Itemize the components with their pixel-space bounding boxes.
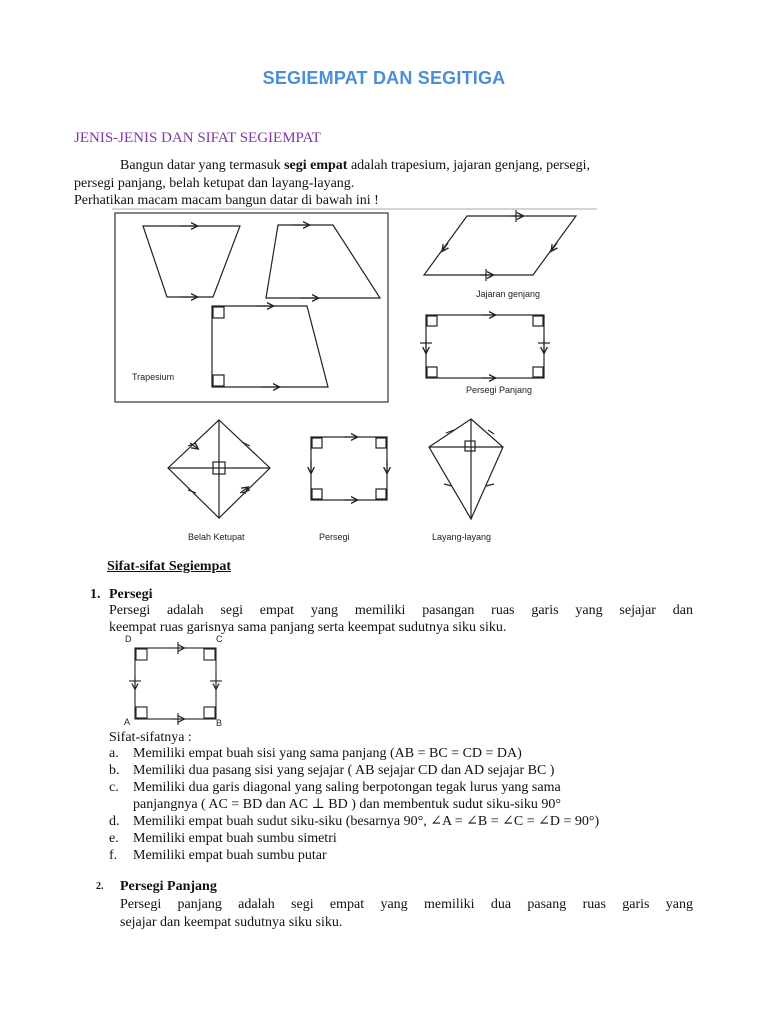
prop-text: Memiliki empat buah sumbu simetri (133, 831, 337, 846)
item-1-number: 1. (90, 587, 101, 602)
label-jajaran-genjang: Jajaran genjang (476, 289, 541, 299)
intro-text-b: adalah trapesium, jajaran genjang, persegi, (347, 158, 591, 173)
prop-text: Memiliki empat buah sudut siku-siku (besarnya 90°, ∠A = ∠B = ∠C = ∠D = 90°) (133, 814, 600, 829)
trapezoid-2 (266, 225, 380, 298)
page-title: SEGIEMPAT DAN SEGITIGA (262, 68, 506, 88)
item-2-heading: Persegi Panjang (120, 879, 217, 894)
label-persegi-panjang: Persegi Panjang (466, 385, 533, 395)
prop-text: Memiliki empat buah sisi yang sama panjang (AB = BC = CD = DA) (133, 746, 522, 761)
vertex-d-label: D (125, 634, 132, 644)
prop-row (109, 796, 599, 813)
prop-row (109, 779, 599, 796)
label-belah-ketupat: Belah Ketupat (188, 532, 245, 542)
intro-line-2: persegi panjang, belah ketupat dan layang-layang. (74, 176, 355, 191)
vertex-b-label: B (216, 718, 223, 728)
square-abcd-figure (118, 633, 228, 728)
prop-row (109, 847, 599, 864)
prop-letter: f. (109, 848, 118, 863)
props-intro: Sifat-sifatnya : (109, 730, 192, 745)
vertex-a-label: A (124, 717, 131, 727)
intro-text-a: Bangun datar yang termasuk (120, 158, 285, 173)
prop-row (109, 830, 599, 847)
props-list (109, 745, 599, 864)
label-layang-layang: Layang-layang (432, 532, 492, 542)
prop-text: Memiliki empat buah sumbu putar (133, 848, 327, 863)
prop-row (109, 813, 599, 830)
item-2-number: 2. (96, 881, 104, 892)
intro-bold-term: segi empat (284, 158, 348, 173)
label-persegi: Persegi (319, 532, 350, 542)
label-trapesium: Trapesium (132, 372, 175, 382)
kite (429, 419, 503, 519)
intro-line-3: Perhatikan macam macam bangun datar di bawah ini ! (74, 193, 379, 208)
prop-text: Memiliki dua garis diagonal yang saling berpotongan tegak lurus yang sama (133, 780, 561, 795)
prop-text: Memiliki dua pasang sisi yang sejajar ( AB sejajar CD dan AD sejajar BC ) (133, 763, 555, 778)
prop-letter: d. (109, 814, 120, 829)
prop-row (109, 762, 599, 779)
persegi-panjang-desc-line-1: Persegi panjang adalah segi empat yang memiliki dua pasang ruas garis yang (120, 897, 693, 912)
trapezoid-1 (143, 226, 240, 297)
prop-text: panjangnya ( AC = BD dan AC ⊥ BD ) dan membentuk sudut siku-siku 90° (133, 797, 561, 812)
sifat-heading: Sifat-sifat Segiempat (107, 559, 232, 574)
item-1-heading: Persegi (109, 587, 153, 602)
prop-letter: c. (109, 780, 119, 795)
section-heading: JENIS-JENIS DAN SIFAT SEGIEMPAT (74, 130, 321, 146)
persegi-panjang-desc-line-2: sejajar dan keempat sudutnya siku siku. (120, 915, 343, 930)
persegi-desc-line-2: keempat ruas garisnya sama panjang serta keempat sudutnya siku siku. (109, 620, 507, 635)
vertex-c-label: C (216, 634, 223, 644)
prop-letter: e. (109, 831, 119, 846)
prop-row (109, 745, 599, 762)
prop-letter: b. (109, 763, 120, 778)
rectangle (426, 315, 544, 378)
prop-letter: a. (109, 746, 119, 761)
persegi-desc-line-1: Persegi adalah segi empat yang memiliki pasangan ruas garis yang sejajar dan (109, 603, 693, 618)
trapezoid-3 (212, 306, 328, 387)
